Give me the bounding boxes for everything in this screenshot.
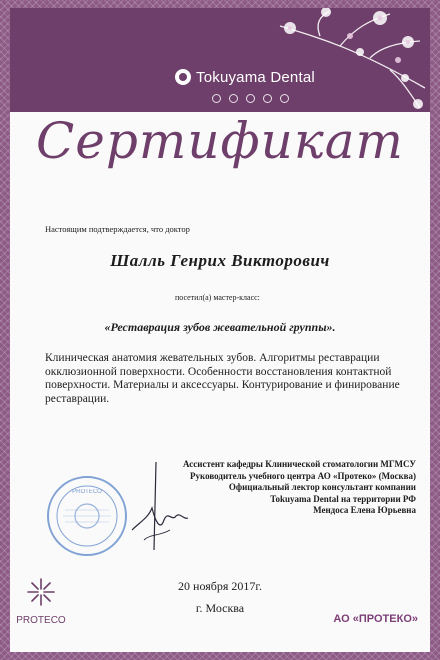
signatory-line-3: Официальный лектор консультант компании (228, 482, 416, 492)
handwritten-signature (130, 460, 190, 555)
recipient-name: Шалль Генрих Викторович (110, 251, 330, 270)
attended-text: посетил(а) мастер-класс: (175, 293, 260, 302)
proteco-logo (16, 575, 66, 626)
issue-city: г. Москва (195, 601, 245, 615)
course-title: «Реставрация зубов жевательной группы». (104, 320, 336, 334)
issue-date: 20 ноября 2017г. (178, 579, 262, 593)
tokuyama-logo-icon (175, 69, 191, 85)
confirm-text: Настоящим подтверждается, что доктор (45, 224, 190, 234)
signatory-line-2: Руководитель учебного центра АО «Протеко» (Москва) (190, 470, 416, 481)
proteco-logo-icon (24, 575, 58, 609)
proteco-wordmark: PROTECO (16, 615, 66, 626)
brand-name: Tokuyama Dental (196, 68, 315, 86)
course-description: Клиническая анатомия жевательных зубов. Алгоритмы реставрации окклюзионной поверхности. Особенности восстановления контактной поверхности. Материалы и аксессуары. Контурирование и финирование реставрации. (45, 352, 400, 405)
signatory-line-1: Ассистент кафедры Клинической стоматологии МГМСУ (183, 459, 416, 469)
signatory-line-5: Мендоса Елена Юрьевна (313, 505, 416, 515)
organization-stamp (45, 474, 129, 558)
tokuyama-logo (175, 66, 315, 88)
certificate-title: Сертификат (36, 112, 404, 170)
logo-dots-decoration (212, 94, 289, 103)
stamp-text: PROTECO (72, 489, 102, 495)
organization-name: АО «ПРОТЕКО» (333, 613, 418, 625)
signatory-line-4: Tokuyama Dental на территории РФ (270, 493, 416, 504)
